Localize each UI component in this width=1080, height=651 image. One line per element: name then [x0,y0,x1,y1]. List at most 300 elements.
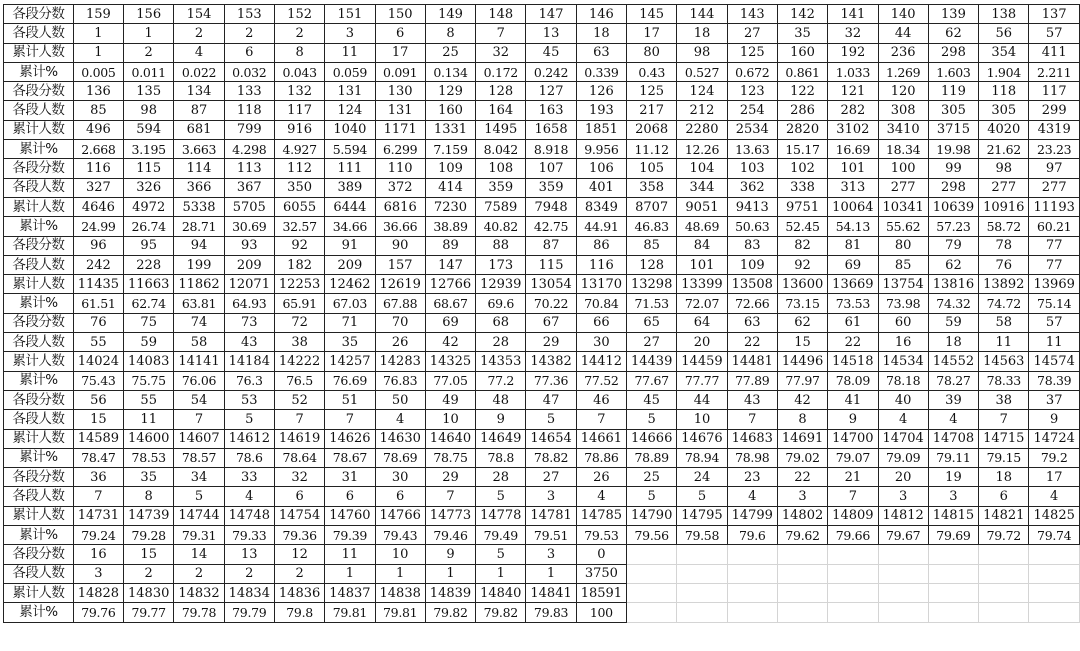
row-label-cumulative[interactable]: 累计人数 [4,120,74,139]
cell-percent[interactable]: 9.956 [576,140,626,159]
cell-count[interactable]: 62 [928,255,978,274]
cell-cumulative[interactable]: 14612 [224,429,274,448]
cell-percent[interactable]: 78.39 [1029,371,1080,390]
cell-percent[interactable]: 79.31 [174,526,224,545]
cell-percent[interactable]: 0.339 [576,62,626,81]
cell-cumulative[interactable]: 4020 [979,120,1029,139]
cell-cumulative[interactable]: 14640 [425,429,475,448]
cell-count[interactable]: 11 [979,333,1029,352]
cell-cumulative[interactable]: 4 [174,43,224,62]
cell-percent[interactable] [677,603,727,622]
cell-count[interactable]: 173 [476,255,526,274]
cell-count[interactable]: 163 [526,101,576,120]
cell-percent[interactable]: 67.03 [325,294,375,313]
cell-count[interactable]: 1 [73,24,123,43]
cell-score[interactable]: 159 [73,5,123,24]
cell-score[interactable]: 136 [73,82,123,101]
row-label-percent[interactable]: 累计% [4,371,74,390]
cell-count[interactable]: 101 [677,255,727,274]
cell-score[interactable]: 42 [777,390,827,409]
cell-cumulative[interactable]: 14024 [73,352,123,371]
cell-count[interactable]: 372 [375,178,425,197]
cell-score[interactable]: 73 [224,313,274,332]
cell-cumulative[interactable]: 14496 [777,352,827,371]
cell-cumulative[interactable]: 14691 [777,429,827,448]
cell-cumulative[interactable]: 8707 [627,197,677,216]
cell-cumulative[interactable] [1029,583,1080,602]
cell-score[interactable]: 69 [425,313,475,332]
cell-score[interactable] [928,545,978,564]
cell-percent[interactable]: 76.5 [274,371,324,390]
cell-percent[interactable]: 8.918 [526,140,576,159]
cell-percent[interactable] [928,603,978,622]
cell-count[interactable]: 28 [476,333,526,352]
cell-count[interactable]: 30 [576,333,626,352]
cell-cumulative[interactable]: 14626 [325,429,375,448]
cell-cumulative[interactable]: 14748 [224,506,274,525]
cell-percent[interactable] [627,603,677,622]
cell-cumulative[interactable]: 14600 [124,429,174,448]
cell-cumulative[interactable]: 14353 [476,352,526,371]
cell-count[interactable]: 3 [878,487,928,506]
cell-count[interactable]: 18 [576,24,626,43]
cell-count[interactable] [878,564,928,583]
cell-score[interactable] [979,545,1029,564]
cell-percent[interactable]: 74.32 [928,294,978,313]
cell-percent[interactable]: 0.172 [476,62,526,81]
cell-count[interactable]: 11 [124,410,174,429]
cell-cumulative[interactable]: 298 [928,43,978,62]
cell-score[interactable]: 114 [174,159,224,178]
cell-score[interactable]: 72 [274,313,324,332]
cell-cumulative[interactable] [928,583,978,602]
cell-percent[interactable]: 38.89 [425,217,475,236]
cell-count[interactable]: 22 [727,333,777,352]
cell-count[interactable]: 7 [828,487,878,506]
cell-count[interactable]: 20 [677,333,727,352]
cell-score[interactable]: 56 [73,390,123,409]
cell-count[interactable]: 6 [274,487,324,506]
cell-cumulative[interactable]: 496 [73,120,123,139]
cell-cumulative[interactable]: 14459 [677,352,727,371]
cell-cumulative[interactable]: 14184 [224,352,274,371]
cell-count[interactable]: 3 [526,487,576,506]
cell-cumulative[interactable]: 14795 [677,506,727,525]
cell-percent[interactable]: 19.98 [928,140,978,159]
cell-cumulative[interactable]: 2820 [777,120,827,139]
cell-score[interactable]: 50 [375,390,425,409]
cell-count[interactable]: 277 [1029,178,1080,197]
cell-count[interactable]: 414 [425,178,475,197]
cell-count[interactable]: 87 [174,101,224,120]
cell-score[interactable]: 106 [576,159,626,178]
cell-count[interactable]: 26 [375,333,425,352]
cell-percent[interactable]: 79.72 [979,526,1029,545]
cell-cumulative[interactable]: 14700 [828,429,878,448]
cell-percent[interactable]: 0.011 [124,62,174,81]
cell-cumulative[interactable]: 13816 [928,275,978,294]
cell-cumulative[interactable]: 11435 [73,275,123,294]
cell-count[interactable]: 313 [828,178,878,197]
cell-score[interactable]: 111 [325,159,375,178]
cell-count[interactable] [828,564,878,583]
row-label-score[interactable]: 各段分数 [4,468,74,487]
cell-score[interactable]: 101 [828,159,878,178]
cell-count[interactable]: 7 [274,410,324,429]
cell-count[interactable]: 124 [325,101,375,120]
cell-score[interactable]: 102 [777,159,827,178]
cell-cumulative[interactable]: 13969 [1029,275,1080,294]
row-label-cumulative[interactable]: 累计人数 [4,352,74,371]
cell-count[interactable]: 3 [325,24,375,43]
cell-percent[interactable]: 0.527 [677,62,727,81]
cell-count[interactable]: 85 [878,255,928,274]
cell-cumulative[interactable]: 1495 [476,120,526,139]
cell-percent[interactable]: 36.66 [375,217,425,236]
row-label-score[interactable]: 各段分数 [4,5,74,24]
cell-score[interactable]: 83 [727,236,777,255]
cell-percent[interactable]: 77.67 [627,371,677,390]
cell-percent[interactable]: 69.6 [476,294,526,313]
cell-percent[interactable]: 79.66 [828,526,878,545]
cell-cumulative[interactable]: 14778 [476,506,526,525]
cell-score[interactable]: 90 [375,236,425,255]
cell-score[interactable]: 154 [174,5,224,24]
cell-cumulative[interactable]: 9051 [677,197,727,216]
cell-cumulative[interactable]: 1 [73,43,123,62]
row-label-count[interactable]: 各段人数 [4,255,74,274]
cell-percent[interactable]: 79.76 [73,603,123,622]
cell-cumulative[interactable]: 10341 [878,197,928,216]
cell-cumulative[interactable]: 2068 [627,120,677,139]
cell-cumulative[interactable]: 14773 [425,506,475,525]
cell-percent[interactable]: 65.91 [274,294,324,313]
cell-percent[interactable]: 0.091 [375,62,425,81]
cell-score[interactable]: 27 [526,468,576,487]
row-label-cumulative[interactable]: 累计人数 [4,429,74,448]
row-label-percent[interactable]: 累计% [4,62,74,81]
cell-score[interactable]: 127 [526,82,576,101]
cell-score[interactable]: 19 [928,468,978,487]
cell-count[interactable]: 362 [727,178,777,197]
cell-count[interactable]: 7 [979,410,1029,429]
cell-cumulative[interactable]: 12071 [224,275,274,294]
cell-score[interactable]: 126 [576,82,626,101]
cell-score[interactable]: 98 [979,159,1029,178]
cell-percent[interactable]: 3.195 [124,140,174,159]
cell-count[interactable]: 3750 [576,564,626,583]
cell-score[interactable]: 140 [878,5,928,24]
cell-cumulative[interactable]: 14834 [224,583,274,602]
cell-count[interactable]: 4 [224,487,274,506]
cell-cumulative[interactable]: 14676 [677,429,727,448]
cell-cumulative[interactable]: 14439 [627,352,677,371]
cell-cumulative[interactable]: 14222 [274,352,324,371]
cell-percent[interactable]: 79.28 [124,526,174,545]
row-label-percent[interactable]: 累计% [4,294,74,313]
cell-percent[interactable]: 78.8 [476,448,526,467]
cell-percent[interactable]: 34.66 [325,217,375,236]
cell-cumulative[interactable]: 25 [425,43,475,62]
cell-count[interactable]: 212 [677,101,727,120]
cell-cumulative[interactable]: 45 [526,43,576,62]
cell-cumulative[interactable]: 799 [224,120,274,139]
cell-score[interactable]: 112 [274,159,324,178]
cell-score[interactable]: 108 [476,159,526,178]
cell-percent[interactable]: 4.298 [224,140,274,159]
cell-percent[interactable]: 2.668 [73,140,123,159]
cell-count[interactable]: 209 [325,255,375,274]
cell-cumulative[interactable]: 14141 [174,352,224,371]
cell-percent[interactable]: 79.49 [476,526,526,545]
cell-score[interactable]: 137 [1029,5,1080,24]
cell-cumulative[interactable]: 7589 [476,197,526,216]
cell-count[interactable]: 5 [627,410,677,429]
cell-cumulative[interactable]: 681 [174,120,224,139]
cell-score[interactable]: 134 [174,82,224,101]
cell-count[interactable]: 7 [174,410,224,429]
cell-count[interactable]: 15 [777,333,827,352]
cell-percent[interactable]: 15.17 [777,140,827,159]
cell-cumulative[interactable]: 14552 [928,352,978,371]
cell-score[interactable]: 79 [928,236,978,255]
cell-count[interactable]: 18 [928,333,978,352]
cell-cumulative[interactable]: 14815 [928,506,978,525]
cell-score[interactable] [828,545,878,564]
cell-percent[interactable]: 79.36 [274,526,324,545]
cell-score[interactable]: 152 [274,5,324,24]
cell-score[interactable] [627,545,677,564]
cell-cumulative[interactable] [828,583,878,602]
cell-score[interactable]: 58 [979,313,1029,332]
cell-score[interactable]: 18 [979,468,1029,487]
cell-count[interactable]: 359 [476,178,526,197]
cell-percent[interactable]: 11.12 [627,140,677,159]
row-label-count[interactable]: 各段人数 [4,178,74,197]
cell-cumulative[interactable]: 14589 [73,429,123,448]
row-label-percent[interactable]: 累计% [4,217,74,236]
cell-score[interactable]: 120 [878,82,928,101]
cell-count[interactable]: 338 [777,178,827,197]
cell-cumulative[interactable]: 14083 [124,352,174,371]
cell-percent[interactable]: 78.53 [124,448,174,467]
cell-score[interactable]: 88 [476,236,526,255]
cell-count[interactable]: 4 [1029,487,1080,506]
cell-percent[interactable]: 79.81 [325,603,375,622]
cell-count[interactable]: 5 [224,410,274,429]
cell-cumulative[interactable]: 14799 [727,506,777,525]
cell-cumulative[interactable]: 14802 [777,506,827,525]
cell-score[interactable]: 64 [677,313,727,332]
cell-count[interactable]: 2 [274,24,324,43]
cell-percent[interactable]: 79.56 [627,526,677,545]
cell-cumulative[interactable]: 6444 [325,197,375,216]
cell-percent[interactable]: 4.927 [274,140,324,159]
cell-count[interactable]: 254 [727,101,777,120]
cell-score[interactable]: 5 [476,545,526,564]
cell-count[interactable]: 22 [828,333,878,352]
cell-score[interactable]: 63 [727,313,777,332]
cell-cumulative[interactable]: 4646 [73,197,123,216]
cell-score[interactable]: 48 [476,390,526,409]
cell-cumulative[interactable]: 3715 [928,120,978,139]
cell-score[interactable]: 131 [325,82,375,101]
cell-percent[interactable]: 1.904 [979,62,1029,81]
cell-percent[interactable]: 77.77 [677,371,727,390]
cell-cumulative[interactable]: 14839 [425,583,475,602]
cell-percent[interactable]: 79.83 [526,603,576,622]
cell-percent[interactable]: 8.042 [476,140,526,159]
cell-count[interactable]: 62 [928,24,978,43]
cell-count[interactable]: 367 [224,178,274,197]
cell-percent[interactable]: 7.159 [425,140,475,159]
cell-count[interactable]: 115 [526,255,576,274]
cell-score[interactable]: 22 [777,468,827,487]
cell-score[interactable] [727,545,777,564]
cell-percent[interactable]: 77.97 [777,371,827,390]
cell-cumulative[interactable]: 13170 [576,275,626,294]
cell-score[interactable]: 105 [627,159,677,178]
cell-score[interactable]: 125 [627,82,677,101]
cell-cumulative[interactable]: 14683 [727,429,777,448]
cell-percent[interactable]: 13.63 [727,140,777,159]
cell-score[interactable]: 97 [1029,159,1080,178]
cell-cumulative[interactable] [627,583,677,602]
cell-score[interactable]: 32 [274,468,324,487]
cell-percent[interactable]: 57.23 [928,217,978,236]
cell-cumulative[interactable]: 916 [274,120,324,139]
cell-count[interactable]: 35 [325,333,375,352]
cell-cumulative[interactable]: 1658 [526,120,576,139]
cell-percent[interactable]: 12.26 [677,140,727,159]
cell-percent[interactable]: 2.211 [1029,62,1080,81]
row-label-score[interactable]: 各段分数 [4,313,74,332]
cell-cumulative[interactable]: 14649 [476,429,526,448]
cell-score[interactable]: 141 [828,5,878,24]
cell-percent[interactable]: 63.81 [174,294,224,313]
cell-count[interactable]: 9 [1029,410,1080,429]
cell-percent[interactable]: 71.53 [627,294,677,313]
cell-count[interactable]: 8 [124,487,174,506]
cell-score[interactable]: 92 [274,236,324,255]
cell-percent[interactable]: 0.134 [425,62,475,81]
cell-score[interactable]: 146 [576,5,626,24]
cell-count[interactable]: 109 [727,255,777,274]
cell-cumulative[interactable]: 13298 [627,275,677,294]
cell-cumulative[interactable] [727,583,777,602]
cell-score[interactable]: 44 [677,390,727,409]
cell-cumulative[interactable]: 14830 [124,583,174,602]
cell-percent[interactable]: 78.6 [224,448,274,467]
row-label-count[interactable]: 各段人数 [4,410,74,429]
cell-count[interactable]: 366 [174,178,224,197]
cell-cumulative[interactable]: 14534 [878,352,928,371]
cell-percent[interactable]: 79.77 [124,603,174,622]
cell-cumulative[interactable]: 14382 [526,352,576,371]
cell-percent[interactable]: 78.47 [73,448,123,467]
cell-count[interactable]: 5 [526,410,576,429]
cell-count[interactable]: 3 [777,487,827,506]
cell-percent[interactable]: 54.13 [828,217,878,236]
cell-score[interactable]: 139 [928,5,978,24]
cell-percent[interactable]: 78.89 [627,448,677,467]
cell-cumulative[interactable]: 160 [777,43,827,62]
row-label-count[interactable]: 各段人数 [4,333,74,352]
cell-count[interactable]: 308 [878,101,928,120]
cell-cumulative[interactable]: 6 [224,43,274,62]
cell-percent[interactable]: 78.75 [425,448,475,467]
cell-count[interactable]: 298 [928,178,978,197]
cell-score[interactable]: 76 [73,313,123,332]
cell-percent[interactable]: 79.51 [526,526,576,545]
cell-percent[interactable]: 78.94 [677,448,727,467]
cell-score[interactable]: 104 [677,159,727,178]
cell-count[interactable]: 7 [727,410,777,429]
cell-percent[interactable]: 58.72 [979,217,1029,236]
cell-cumulative[interactable]: 12619 [375,275,425,294]
cell-count[interactable]: 9 [476,410,526,429]
cell-cumulative[interactable]: 14744 [174,506,224,525]
cell-score[interactable]: 11 [325,545,375,564]
cell-score[interactable] [677,545,727,564]
cell-score[interactable]: 37 [1029,390,1080,409]
cell-count[interactable]: 38 [274,333,324,352]
cell-percent[interactable]: 62.74 [124,294,174,313]
cell-score[interactable]: 20 [878,468,928,487]
cell-percent[interactable]: 18.34 [878,140,928,159]
cell-score[interactable]: 85 [627,236,677,255]
cell-percent[interactable]: 79.81 [375,603,425,622]
cell-score[interactable]: 87 [526,236,576,255]
cell-score[interactable]: 132 [274,82,324,101]
cell-cumulative[interactable]: 11663 [124,275,174,294]
cell-cumulative[interactable]: 354 [979,43,1029,62]
cell-percent[interactable]: 77.36 [526,371,576,390]
cell-count[interactable]: 5 [174,487,224,506]
cell-score[interactable]: 12 [274,545,324,564]
cell-score[interactable]: 156 [124,5,174,24]
cell-cumulative[interactable]: 14563 [979,352,1029,371]
cell-score[interactable]: 109 [425,159,475,178]
cell-percent[interactable]: 78.27 [928,371,978,390]
cell-cumulative[interactable]: 13892 [979,275,1029,294]
cell-count[interactable]: 6 [375,24,425,43]
cell-count[interactable]: 10 [677,410,727,429]
cell-score[interactable]: 148 [476,5,526,24]
cell-count[interactable]: 217 [627,101,677,120]
cell-cumulative[interactable]: 2534 [727,120,777,139]
cell-count[interactable]: 1 [425,564,475,583]
cell-score[interactable]: 41 [828,390,878,409]
cell-count[interactable]: 10 [425,410,475,429]
cell-count[interactable]: 1 [325,564,375,583]
cell-cumulative[interactable]: 14574 [1029,352,1080,371]
cell-score[interactable]: 143 [727,5,777,24]
cell-count[interactable]: 305 [979,101,1029,120]
cell-percent[interactable] [828,603,878,622]
row-label-percent[interactable]: 累计% [4,448,74,467]
cell-percent[interactable]: 48.69 [677,217,727,236]
cell-count[interactable] [727,564,777,583]
cell-count[interactable]: 42 [425,333,475,352]
cell-score[interactable]: 23 [727,468,777,487]
cell-cumulative[interactable]: 4972 [124,197,174,216]
cell-percent[interactable]: 67.88 [375,294,425,313]
cell-percent[interactable]: 70.84 [576,294,626,313]
row-label-score[interactable]: 各段分数 [4,236,74,255]
cell-count[interactable]: 164 [476,101,526,120]
cell-count[interactable]: 160 [425,101,475,120]
